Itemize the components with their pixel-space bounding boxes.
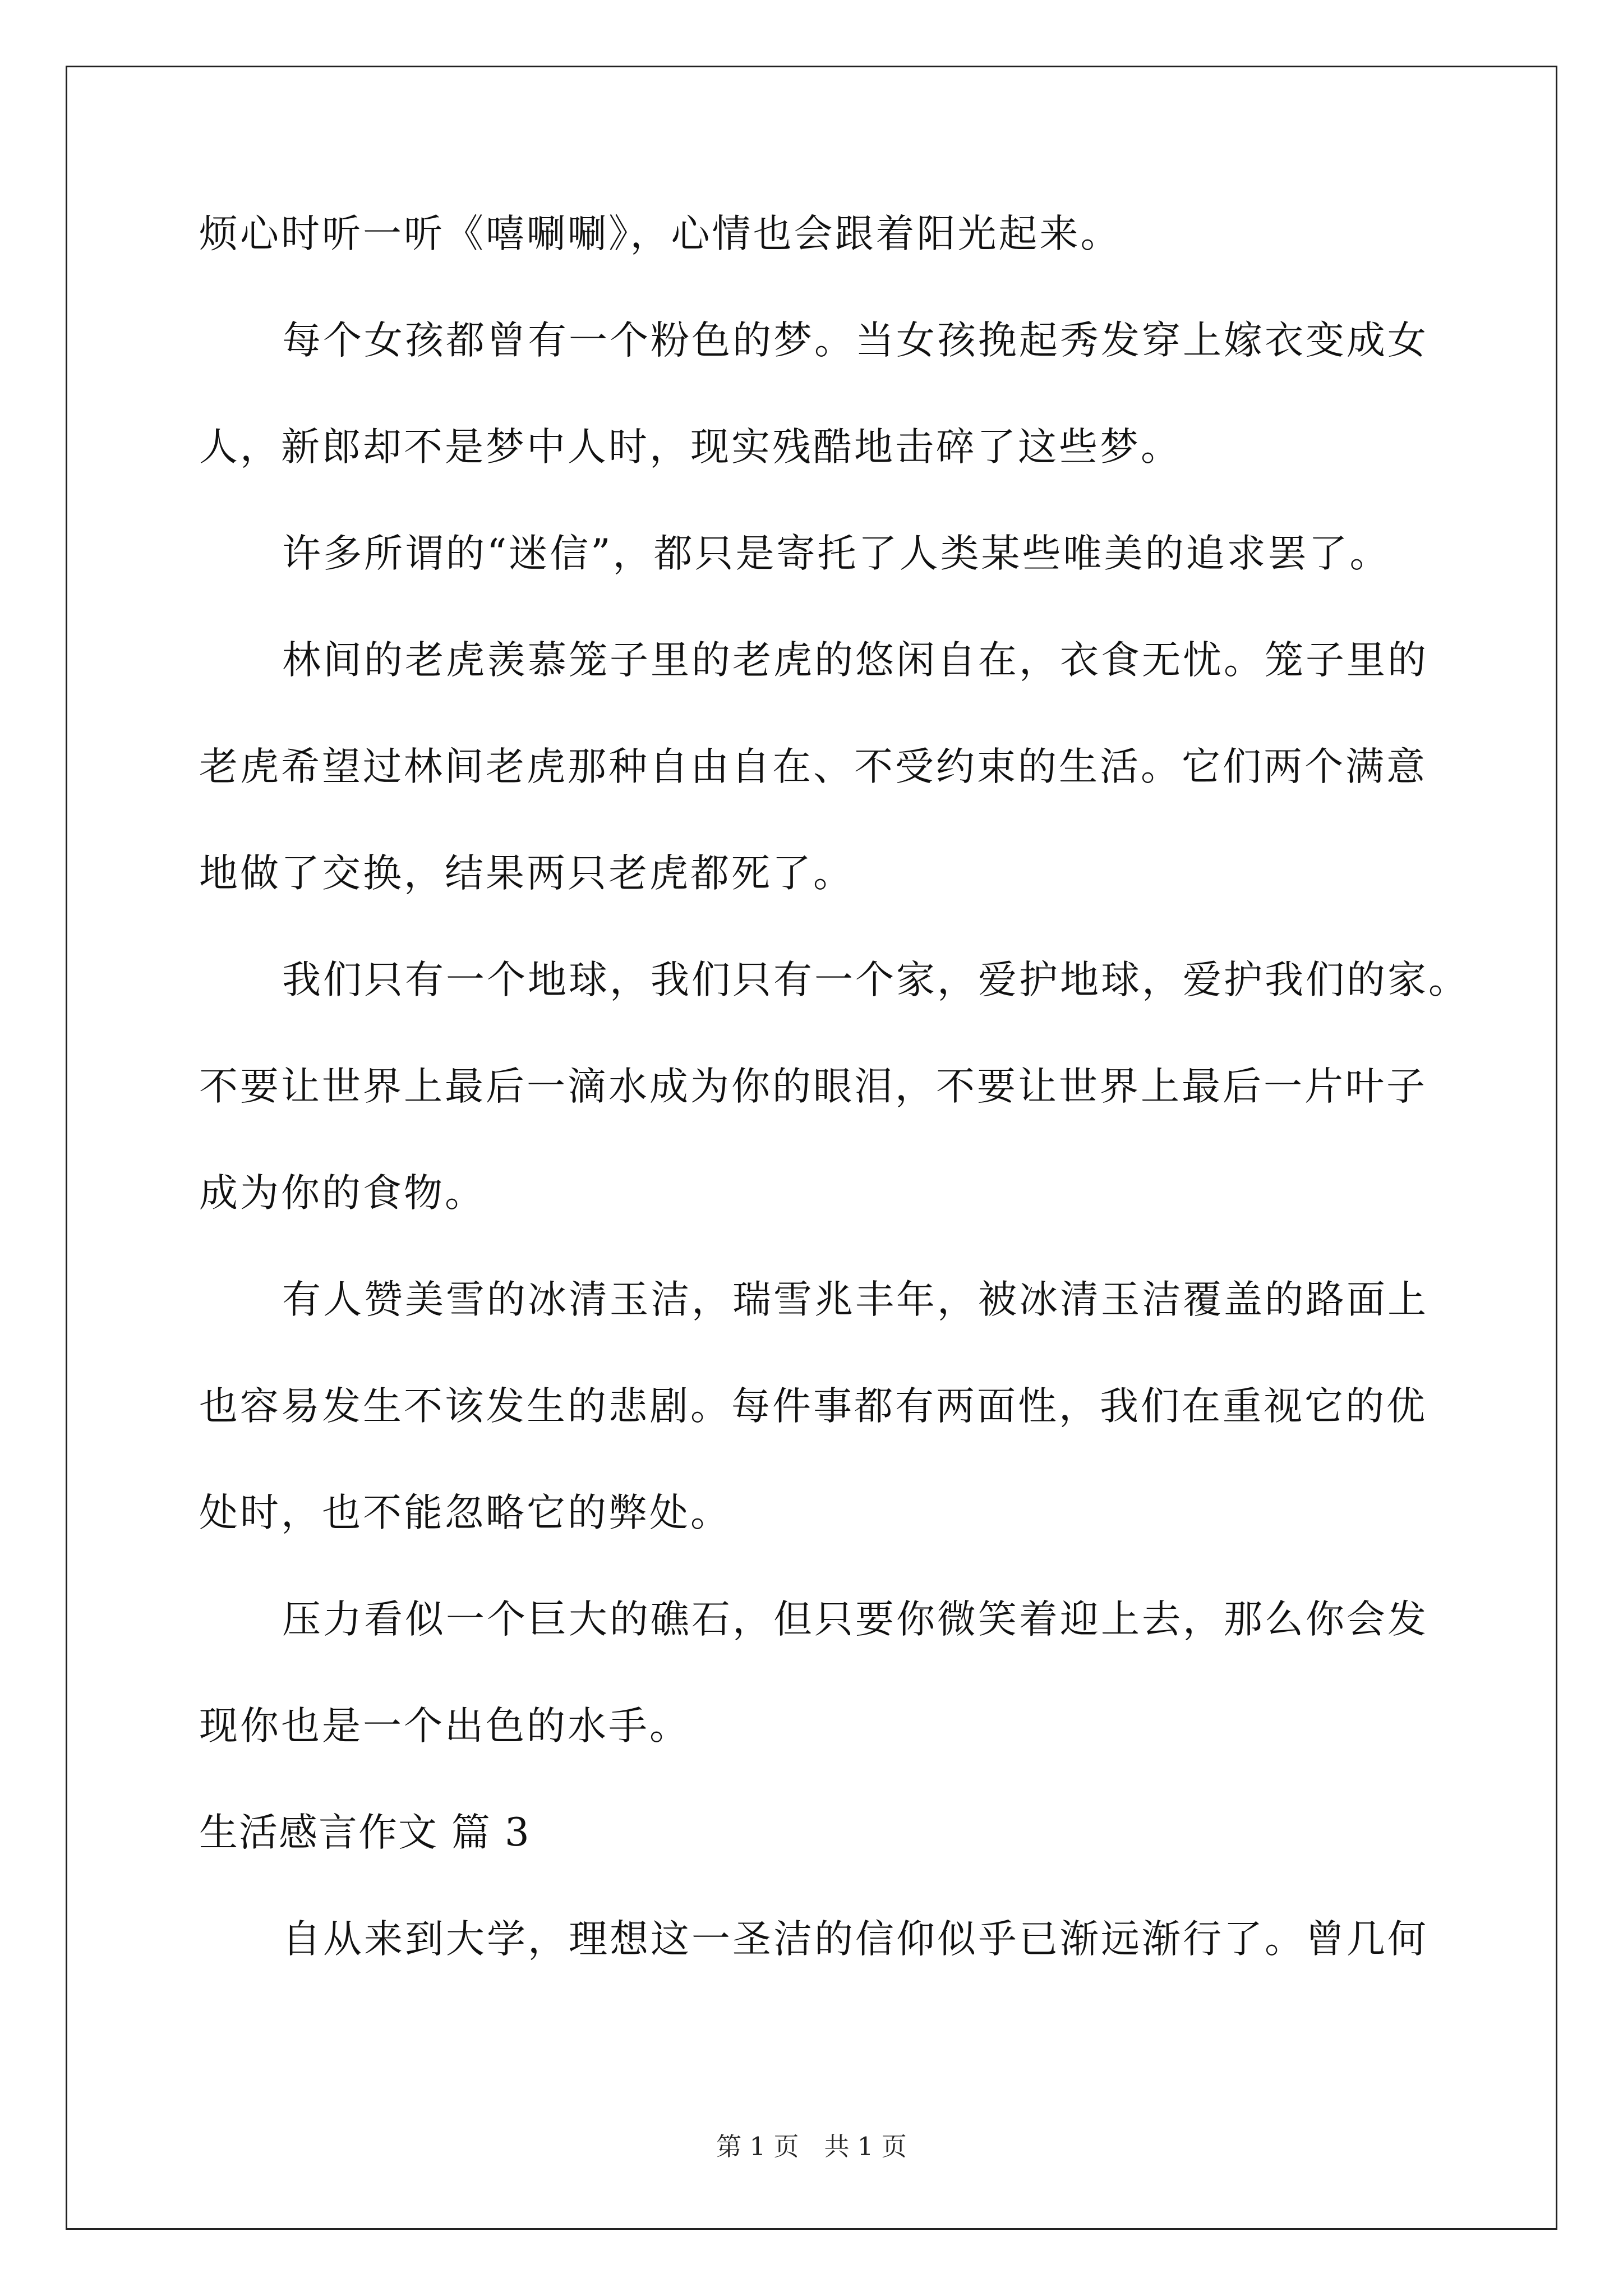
text-line: 我们只有一个地球，我们只有一个家，爱护地球，爱护我们的家。: [282, 958, 1469, 1002]
text-line: 烦心时听一听《嘻唰唰》，心情也会跟着阳光起来。: [199, 211, 1122, 256]
page-footer: 第 1 页 共 1 页: [716, 2132, 907, 2161]
text-line: 老虎希望过林间老虎那种自由自在、不受约束的生活。它们两个满意: [199, 744, 1427, 789]
text-line: 许多所谓的“迷信”，都只是寄托了人类某些唯美的追求罢了。: [282, 531, 1391, 576]
text-line: 处时，也不能忽略它的弊处。: [199, 1490, 731, 1535]
text-line: 压力看似一个巨大的礁石，但只要你微笑着迎上去，那么你会发: [282, 1597, 1428, 1642]
page-border: [66, 66, 1557, 2230]
text-line: 地做了交换，结果两只老虎都死了。: [199, 851, 854, 896]
text-line: 现你也是一个出色的水手。: [199, 1704, 690, 1749]
text-line: 林间的老虎羡慕笼子里的老虎的悠闲自在，衣食无忧。笼子里的: [282, 638, 1428, 683]
text-line: 也容易发生不该发生的悲剧。每件事都有两面性，我们在重视它的优: [199, 1384, 1427, 1429]
section-heading: 生活感言作文 篇 3: [199, 1810, 531, 1855]
text-line: 自从来到大学，理想这一圣洁的信仰似乎已渐远渐行了。曾几何: [282, 1917, 1428, 1962]
text-line: 成为你的食物。: [199, 1171, 486, 1216]
text-line: 每个女孩都曾有一个粉色的梦。当女孩挽起秀发穿上嫁衣变成女: [282, 318, 1428, 363]
text-line: 不要让世界上最后一滴水成为你的眼泪，不要让世界上最后一片叶子: [199, 1064, 1427, 1109]
text-line: 人，新郎却不是梦中人时，现实残酷地击碎了这些梦。: [199, 425, 1182, 470]
text-line: 有人赞美雪的冰清玉洁，瑞雪兆丰年，被冰清玉洁覆盖的路面上: [282, 1277, 1428, 1322]
